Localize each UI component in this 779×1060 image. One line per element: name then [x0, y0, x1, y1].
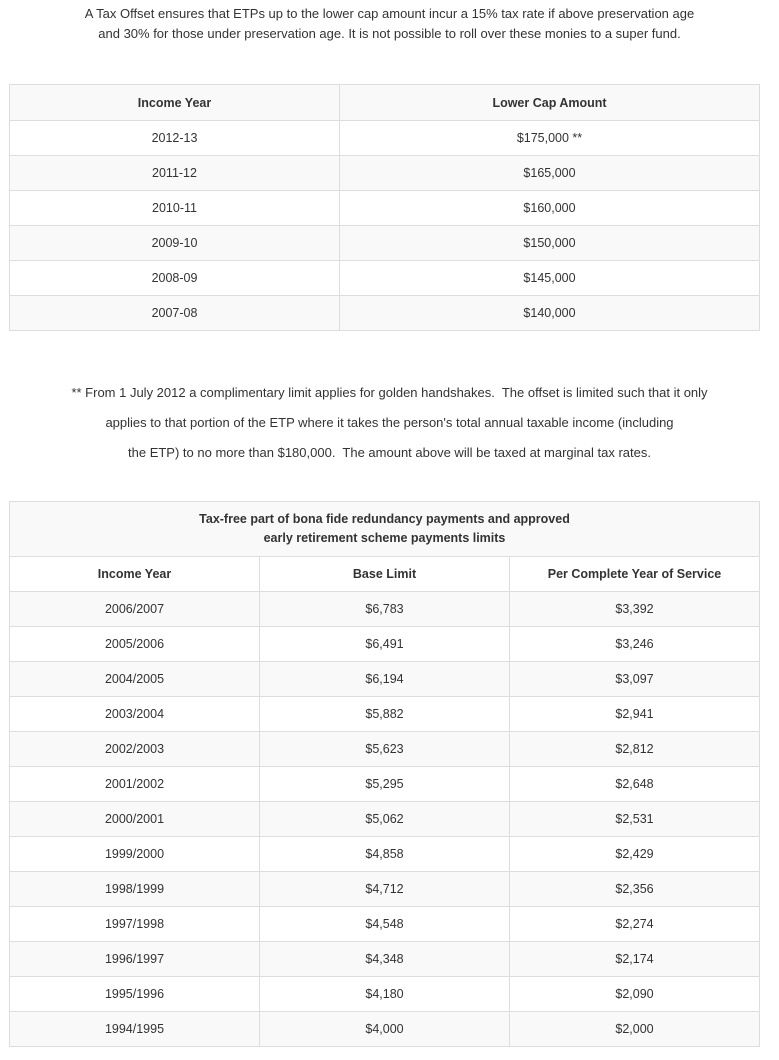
- lower-cap-amount-cell: $165,000: [340, 156, 760, 191]
- lower-cap-amount-cell: $160,000: [340, 191, 760, 226]
- income-year-cell: 2006/2007: [10, 592, 260, 627]
- table-row: [10, 697, 760, 732]
- footnote-line: ** From 1 July 2012 a complimentary limit applies for golden handshakes. The offset is limited such that it only: [71, 385, 708, 400]
- table-row: [10, 296, 760, 331]
- per-year-of-service-cell: $2,000: [510, 1012, 760, 1047]
- table-row: [10, 977, 760, 1012]
- income-year-cell: 2004/2005: [10, 662, 260, 697]
- table-row: [10, 191, 760, 226]
- table-row: [10, 907, 760, 942]
- base-limit-cell: $6,783: [260, 592, 510, 627]
- footnote-line: applies to that portion of the ETP where it takes the person's total annual taxable income (including: [105, 415, 674, 430]
- per-year-of-service-cell: $3,392: [510, 592, 760, 627]
- lower-cap-amount-cell: $175,000 **: [340, 121, 760, 156]
- column-header-income-year: Income Year: [10, 557, 260, 592]
- income-year-cell: 1999/2000: [10, 837, 260, 872]
- column-header-lower-cap-amount: Lower Cap Amount: [340, 85, 760, 121]
- table-row: [10, 802, 760, 837]
- lower-cap-amount-cell: $145,000: [340, 261, 760, 296]
- income-year-cell: 1996/1997: [10, 942, 260, 977]
- per-year-of-service-cell: $2,174: [510, 942, 760, 977]
- table-row: [10, 121, 760, 156]
- income-year-cell: 2001/2002: [10, 767, 260, 802]
- table-row: [10, 1012, 760, 1047]
- table-title-line: early retirement scheme payments limits: [263, 531, 506, 545]
- income-year-cell: 2000/2001: [10, 802, 260, 837]
- table-header-row: [10, 85, 760, 121]
- income-year-cell: 2011-12: [10, 156, 340, 191]
- income-year-cell: 1994/1995: [10, 1012, 260, 1047]
- income-year-cell: 2009-10: [10, 226, 340, 261]
- redundancy-limits-table: [9, 501, 760, 1047]
- column-header-per-year-of-service: Per Complete Year of Service: [510, 557, 760, 592]
- income-year-cell: 2003/2004: [10, 697, 260, 732]
- table-row: [10, 837, 760, 872]
- footnote-line: the ETP) to no more than $180,000. The amount above will be taxed at marginal tax rates.: [128, 445, 651, 460]
- redundancy-table-body: [10, 592, 760, 1047]
- base-limit-cell: $6,194: [260, 662, 510, 697]
- intro-paragraph: [0, 4, 779, 44]
- base-limit-cell: $5,062: [260, 802, 510, 837]
- base-limit-cell: $5,882: [260, 697, 510, 732]
- lower-cap-amount-cell: $140,000: [340, 296, 760, 331]
- per-year-of-service-cell: $3,246: [510, 627, 760, 662]
- column-header-income-year: Income Year: [10, 85, 340, 121]
- lower-cap-table: [9, 84, 760, 331]
- base-limit-cell: $4,000: [260, 1012, 510, 1047]
- income-year-cell: 1995/1996: [10, 977, 260, 1012]
- base-limit-cell: $4,858: [260, 837, 510, 872]
- base-limit-cell: $6,491: [260, 627, 510, 662]
- per-year-of-service-cell: $2,356: [510, 872, 760, 907]
- lower-cap-amount-cell: $150,000: [340, 226, 760, 261]
- per-year-of-service-cell: $2,429: [510, 837, 760, 872]
- per-year-of-service-cell: $3,097: [510, 662, 760, 697]
- column-header-base-limit: Base Limit: [260, 557, 510, 592]
- intro-line: and 30% for those under preservation age. It is not possible to roll over these monies to a super fund.: [98, 26, 681, 41]
- table-row: [10, 872, 760, 907]
- table-row: [10, 226, 760, 261]
- base-limit-cell: $5,295: [260, 767, 510, 802]
- table-row: [10, 662, 760, 697]
- intro-line: A Tax Offset ensures that ETPs up to the lower cap amount incur a 15% tax rate if above preservation age: [84, 6, 695, 21]
- table-title-line: Tax-free part of bona fide redundancy payments and approved: [199, 512, 570, 526]
- table-title-row: [10, 502, 760, 557]
- per-year-of-service-cell: $2,812: [510, 732, 760, 767]
- base-limit-cell: $4,180: [260, 977, 510, 1012]
- table-row: [10, 592, 760, 627]
- base-limit-cell: $4,348: [260, 942, 510, 977]
- per-year-of-service-cell: $2,941: [510, 697, 760, 732]
- base-limit-cell: $4,712: [260, 872, 510, 907]
- per-year-of-service-cell: $2,531: [510, 802, 760, 837]
- income-year-cell: 2007-08: [10, 296, 340, 331]
- income-year-cell: 2005/2006: [10, 627, 260, 662]
- table-row: [10, 767, 760, 802]
- per-year-of-service-cell: $2,648: [510, 767, 760, 802]
- table-row: [10, 732, 760, 767]
- income-year-cell: 2008-09: [10, 261, 340, 296]
- base-limit-cell: $5,623: [260, 732, 510, 767]
- income-year-cell: 1998/1999: [10, 872, 260, 907]
- income-year-cell: 2012-13: [10, 121, 340, 156]
- footnote-paragraph: [0, 378, 779, 468]
- income-year-cell: 2010-11: [10, 191, 340, 226]
- base-limit-cell: $4,548: [260, 907, 510, 942]
- income-year-cell: 1997/1998: [10, 907, 260, 942]
- table-title: [10, 502, 760, 557]
- per-year-of-service-cell: $2,274: [510, 907, 760, 942]
- per-year-of-service-cell: $2,090: [510, 977, 760, 1012]
- table-row: [10, 942, 760, 977]
- table-row: [10, 627, 760, 662]
- table-row: [10, 261, 760, 296]
- income-year-cell: 2002/2003: [10, 732, 260, 767]
- table-row: [10, 156, 760, 191]
- table-header-row: [10, 557, 760, 592]
